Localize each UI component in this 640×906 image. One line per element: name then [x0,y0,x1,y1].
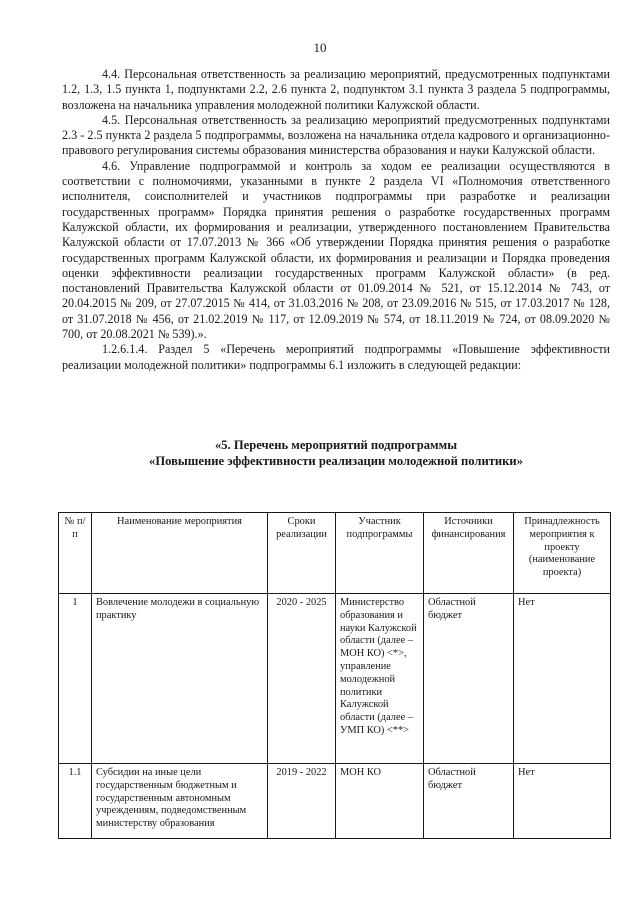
cell-source: Областной бюджет [424,594,514,764]
header-source: Источники финансирования [424,513,514,594]
table-row [59,764,611,839]
table-row [59,594,611,764]
cell-name: Субсидии на иные цели государственным бюджетным и государственным автономным учреждениям, подведомственным министерству образования [92,764,268,839]
header-participant: Участник подпрограммы [336,513,424,594]
document-body [62,67,610,373]
paragraph-4-6: 4.6. Управление подпрограммой и контроль за ходом ее реализации осуществляются в соответствии с полномочиями, указанными в пункте 2 раздела VI «Полномочия ответственного исполнителя, соисполнителей и участников подпрограммы при разработке и реализации государственных программ» Порядка принятия решения о разработке государственных программ Калужской области, их формирования и реализации, утвержденного постановлением Правительства Калужской области от 17.07.2013 № 366 «Об утверждении Порядка принятия решения о разработке государственных программ Калужской области, их формирования и реализации и Порядка проведения оценки эффективности реализации государственных программ Калужской области» (в ред. постановлений Правительства Калужской области от 01.09.2014 № 521, от 15.12.2014 № 743, от 20.04.2015 № 209, от 27.07.2015 № 414, от 31.03.2016 № 208, от 23.09.2016 № 515, от 17.03.2017 № 128, от 31.07.2018 № 456, от 21.02.2019 № 117, от 12.09.2019 № 574, от 18.11.2019 № 724, от 08.09.2020 № 700, от 20.08.2021 № 539).». [62,158,610,342]
cell-num: 1.1 [59,764,92,839]
cell-name: Вовлечение молодежи в социальную практику [92,594,268,764]
cell-num: 1 [59,594,92,764]
cell-term: 2020 - 2025 [268,594,336,764]
header-num: № п/п [59,513,92,594]
events-table [58,512,611,839]
section-heading-line-1: «5. Перечень мероприятий подпрограммы [214,438,458,452]
paragraph-4-5: 4.5. Персональная ответственность за реализацию мероприятий предусмотренных подпунктами 2.3 - 2.5 пункта 2 раздела 5 подпрограммы, возложена на начальника отдела кадрового и организационно-правового регулирования системы образования министерства образования и науки Калужской области. [62,112,610,158]
page-number: 10 [313,40,327,55]
table-header-row [59,513,611,594]
section-heading [62,437,610,469]
cell-participant: Министерство образования и науки Калужской области (далее – МОН КО) <*>, управление молодежной политики Калужской области (далее – УМП КО) <**> [336,594,424,764]
header-name: Наименование мероприятия [92,513,268,594]
cell-term: 2019 - 2022 [268,764,336,839]
cell-project: Нет [514,594,611,764]
cell-project: Нет [514,764,611,839]
paragraph-4-4: 4.4. Персональная ответственность за реализацию мероприятий, предусмотренных подпунктами 1.2, 1.3, 1.5 пункта 1, подпунктами 2.2, 2.6 пункта 2, подпунктом 3.1 пункта 3 раздела 5 подпрограммы, возложена на начальника управления молодежной политики Калужской области. [62,67,610,112]
paragraph-1-2-6-1-4: 1.2.6.1.4. Раздел 5 «Перечень мероприятий подпрограммы «Повышение эффективности реализации молодежной политики» подпрограммы 6.1 изложить в следующей редакции: [62,342,610,372]
header-project: Принадлежность мероприятия к проекту (наименование проекта) [514,513,611,594]
cell-participant: МОН КО [336,764,424,839]
cell-source: Областной бюджет [424,764,514,839]
section-heading-line-2: «Повышение эффективности реализации молодежной политики» [149,454,523,468]
header-term: Сроки реализации [268,513,336,594]
